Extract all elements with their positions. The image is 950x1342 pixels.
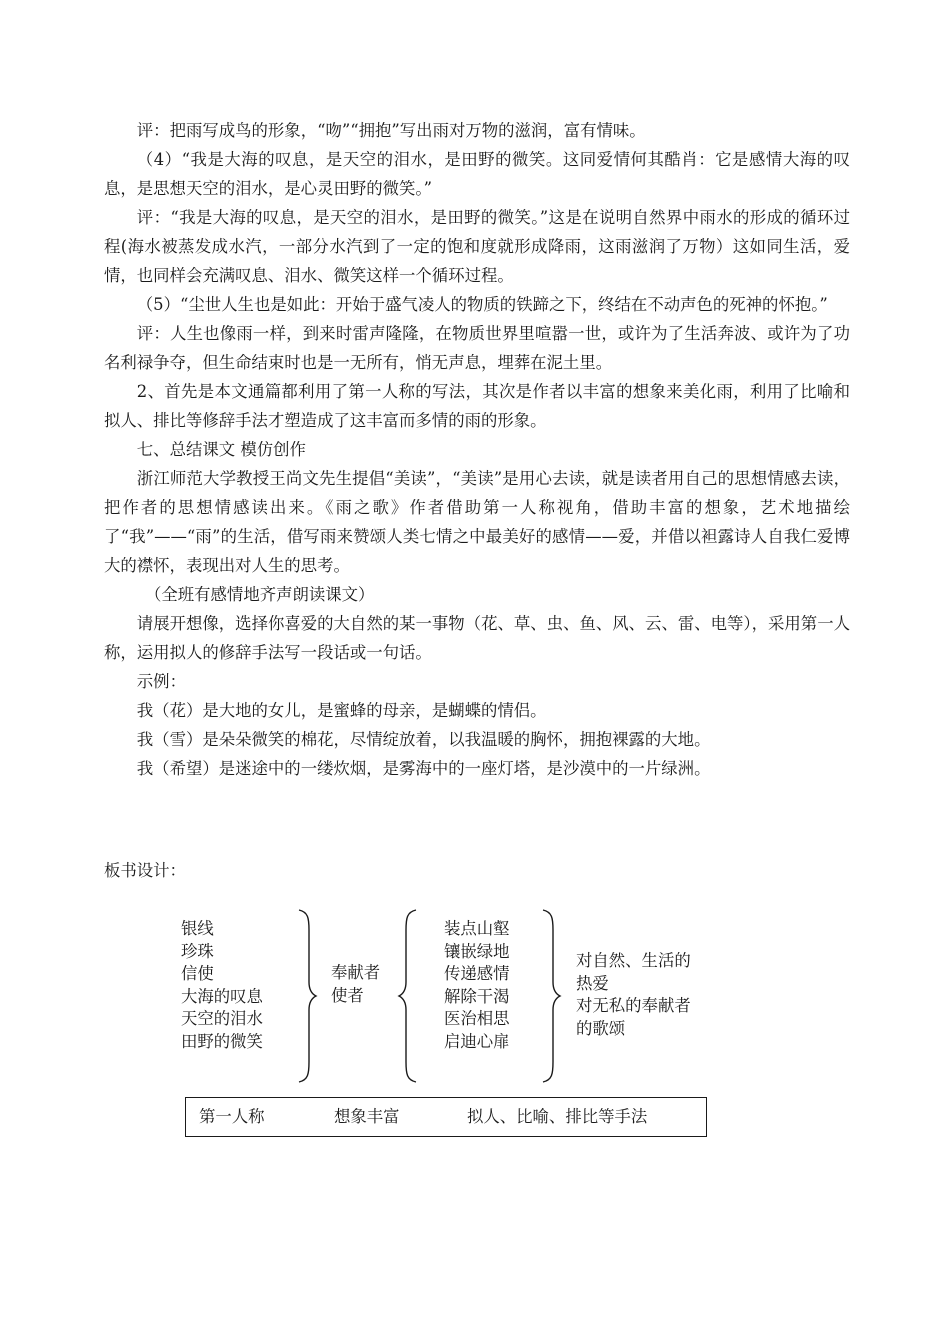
board-image-item: 信使 xyxy=(181,964,214,983)
board-role-item: 奉献者 xyxy=(331,963,381,982)
paragraph: （5）“尘世人生也是如此：开始于盛气凌人的物质的铁蹄之下，终结在不动声色的死神的怀抱。” xyxy=(136,295,828,314)
board-images-column xyxy=(181,918,263,1053)
board-summary-box xyxy=(185,1097,707,1137)
left-brace-icon xyxy=(397,908,419,1084)
board-image-item: 大海的叹息 xyxy=(181,986,263,1006)
right-brace-icon xyxy=(296,908,318,1084)
board-image-item: 珍珠 xyxy=(181,941,214,961)
board-action-item: 解除干渴 xyxy=(444,986,510,1006)
board-action-item: 传递感情 xyxy=(444,964,510,983)
summary-techniques: 拟人、比喻、排比等手法 xyxy=(467,1107,648,1126)
summary-imagination: 想象丰富 xyxy=(334,1107,400,1126)
board-action-item: 装点山壑 xyxy=(444,919,510,938)
board-themes-column xyxy=(576,950,691,1040)
paragraph: （全班有感情地齐声朗读课文） xyxy=(144,585,375,604)
board-theme-line: 的歌颂 xyxy=(576,1018,626,1038)
right-brace-icon xyxy=(540,908,562,1084)
example-line: 我（雪）是朵朵微笑的棉花，尽情绽放着，以我温暖的胸怀，拥抱裸露的大地。 xyxy=(136,730,711,749)
board-theme-line: 对无私的奉献者 xyxy=(576,996,691,1015)
board-action-item: 启迪心扉 xyxy=(444,1031,510,1051)
board-image-item: 天空的泪水 xyxy=(181,1009,263,1028)
board-design-title: 板书设计： xyxy=(104,861,186,880)
example-line: 我（希望）是迷途中的一缕炊烟，是雾海中的一座灯塔，是沙漠中的一片绿洲。 xyxy=(136,759,711,778)
paragraph: 评：把雨写成鸟的形象，“吻”“拥抱”写出雨对万物的滋润，富有情味。 xyxy=(136,121,646,140)
board-image-item: 银线 xyxy=(181,919,214,938)
paragraph: 示例： xyxy=(136,672,186,691)
board-role-item: 使者 xyxy=(331,985,364,1005)
paragraph: 浙江师范大学教授王尚文先生提倡“美读”，“美读”是用心去读，就是读者用自己的思想情感去读，把作者的思想情感读出来。《雨之歌》作者借助第一人称视角，借助丰富的想象，艺术地描绘了“我”——“雨”的生活，借写雨来赞颂人类七情之中最美好的感情——爱，并借以袒露诗人自我仁爱博大的襟怀，表现出对人生的思考。 xyxy=(104,469,850,575)
paragraph: 评：“我是大海的叹息，是天空的泪水，是田野的微笑。”这是在说明自然界中雨水的形成的循环过程(海水被蒸发成水汽，一部分水汽到了一定的饱和度就形成降雨，这雨滋润了万物）这如同生活，爱情，也同样会充满叹息、泪水、微笑这样一个循环过程。 xyxy=(104,208,850,285)
board-image-item: 田野的微笑 xyxy=(181,1031,263,1051)
paragraph: 2、首先是本文通篇都利用了第一人称的写法，其次是作者以丰富的想象来美化雨，利用了比喻和拟人、排比等修辞手法才塑造成了这丰富而多情的雨的形象。 xyxy=(104,382,850,430)
summary-person: 第一人称 xyxy=(199,1107,265,1126)
board-roles-column xyxy=(331,962,380,1007)
board-theme-line: 对自然、生活的 xyxy=(576,951,691,970)
section-heading: 七、总结课文 模仿创作 xyxy=(136,440,306,459)
example-line: 我（花）是大地的女儿，是蜜蜂的母亲，是蝴蝶的情侣。 xyxy=(136,701,547,720)
board-actions-column xyxy=(444,918,510,1053)
paragraph: 评：人生也像雨一样，到来时雷声隆隆，在物质世界里喧嚣一世，或许为了生活奔波、或许为了功名利禄争夺，但生命结束时也是一无所有，悄无声息，埋葬在泥土里。 xyxy=(104,324,850,372)
board-action-item: 镶嵌绿地 xyxy=(444,941,510,961)
lesson-text xyxy=(104,116,850,783)
paragraph: 请展开想像，选择你喜爱的大自然的某一事物（花、草、虫、鱼、风、云、雷、电等），采用第一人称，运用拟人的修辞手法写一段话或一句话。 xyxy=(104,614,850,662)
paragraph: （4）“我是大海的叹息，是天空的泪水，是田野的微笑。这同爱情何其酷肖：它是感情大海的叹息，是思想天空的泪水，是心灵田野的微笑。” xyxy=(104,150,850,198)
board-theme-line: 热爱 xyxy=(576,973,609,993)
board-action-item: 医治相思 xyxy=(444,1009,510,1028)
